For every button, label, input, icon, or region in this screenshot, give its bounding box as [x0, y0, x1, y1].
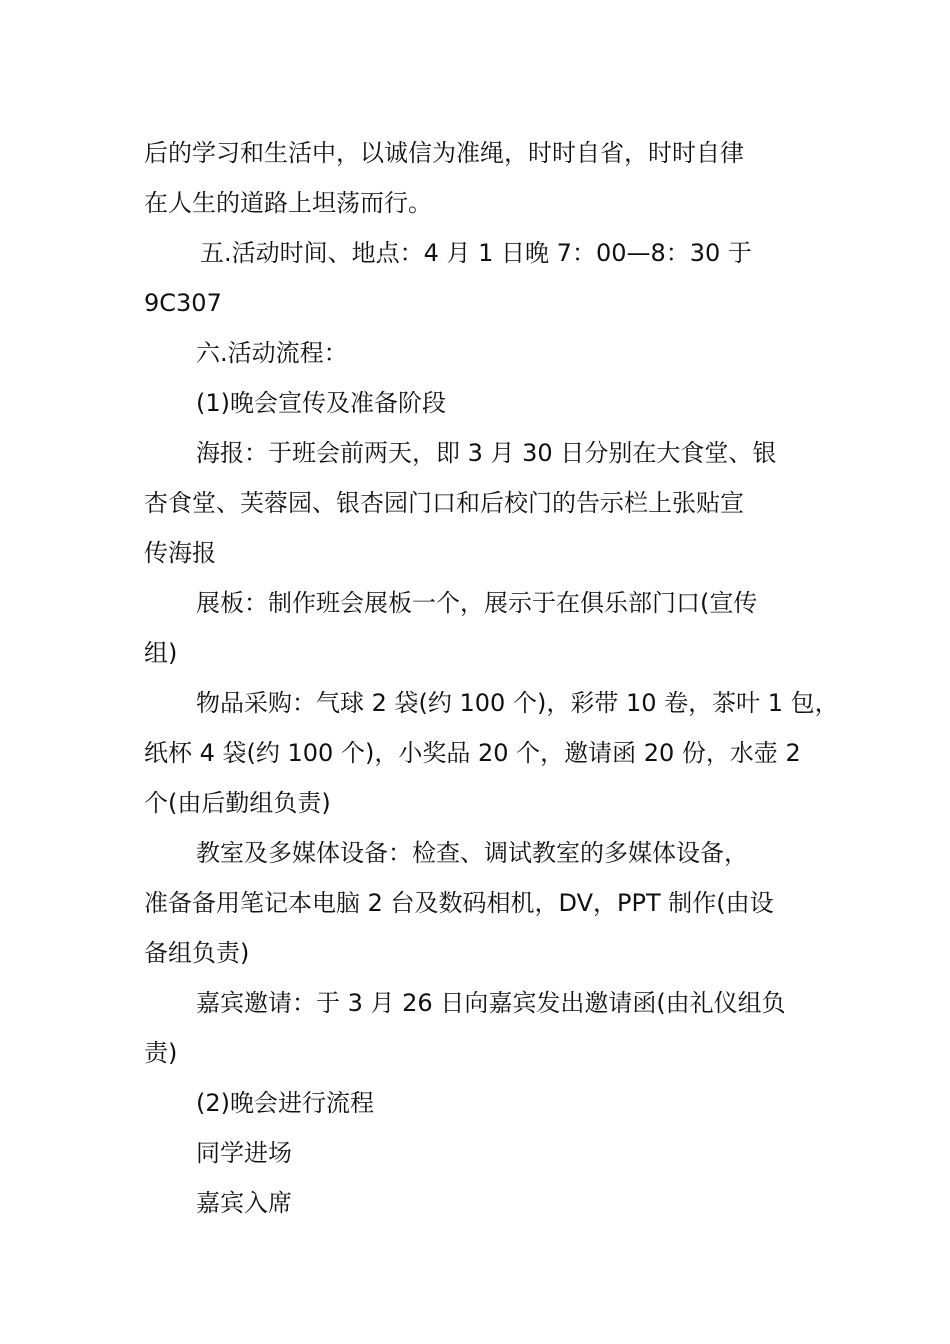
paragraph-line: 在人生的道路上坦荡而行。	[144, 189, 432, 217]
section-heading-time-location: 五.活动时间、地点：4 月 1 日晚 7：00—8：30 于	[200, 239, 752, 267]
paragraph-line: 组)	[144, 639, 178, 667]
paragraph-line: 教室及多媒体设备：检查、调试教室的多媒体设备，	[196, 839, 748, 867]
paragraph-line: 后的学习和生活中，以诚信为准绳，时时自省，时时自律	[144, 139, 744, 167]
document-body	[144, 128, 839, 1228]
paragraph-line: 纸杯 4 袋(约 100 个)，小奖品 20 个，邀请函 20 份，水壶 2	[144, 739, 801, 767]
paragraph-line: 个(由后勤组负责)	[144, 789, 331, 817]
paragraph-line: 准备备用笔记本电脑 2 台及数码相机，DV，PPT 制作(由设	[144, 889, 774, 917]
section-heading-process: 六.活动流程：	[196, 339, 348, 367]
subsection-heading-preparation: (1)晚会宣传及准备阶段	[196, 389, 446, 417]
list-item: 同学进场	[196, 1139, 292, 1167]
paragraph-line: 物品采购：气球 2 袋(约 100 个)，彩带 10 卷，茶叶 1 包，	[196, 689, 839, 717]
paragraph-line: 备组负责)	[144, 939, 250, 967]
paragraph-line: 嘉宾邀请：于 3 月 26 日向嘉宾发出邀请函(由礼仪组负	[196, 989, 786, 1017]
paragraph-line: 海报：于班会前两天，即 3 月 30 日分别在大食堂、银	[196, 439, 777, 467]
list-item: 嘉宾入席	[196, 1189, 292, 1217]
paragraph-line: 杏食堂、芙蓉园、银杏园门口和后校门的告示栏上张贴宣	[144, 489, 744, 517]
paragraph-line: 展板：制作班会展板一个，展示于在俱乐部门口(宣传	[196, 589, 758, 617]
paragraph-line: 9C307	[144, 289, 222, 317]
subsection-heading-evening-process: (2)晚会进行流程	[196, 1089, 374, 1117]
paragraph-line: 传海报	[144, 539, 216, 567]
paragraph-line: 责)	[144, 1039, 178, 1067]
